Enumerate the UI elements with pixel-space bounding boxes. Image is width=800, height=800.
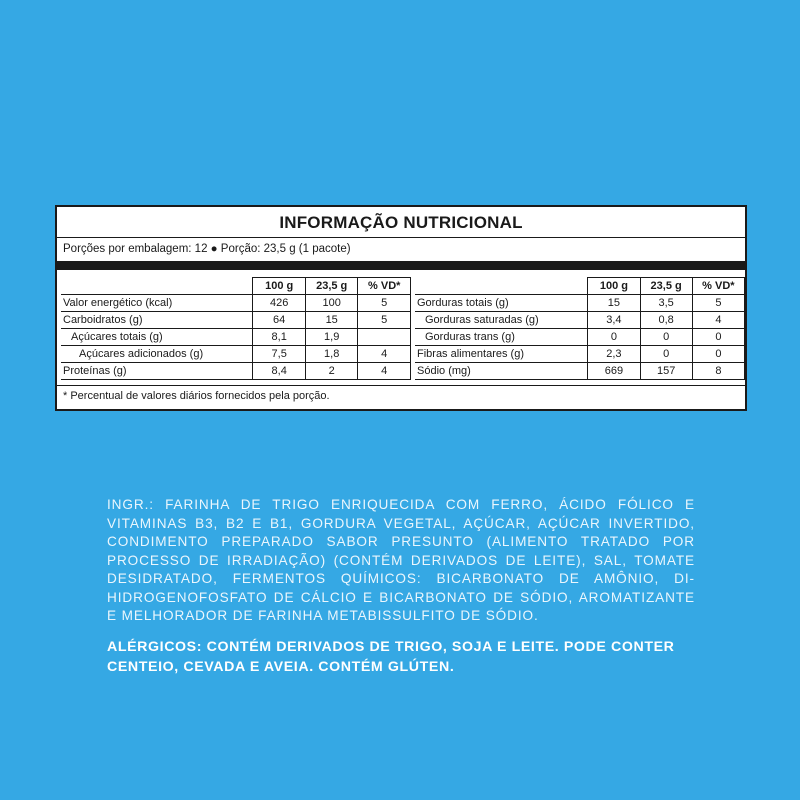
ingredients-line: PROCESSO DE IRRADIAÇÃO) (CONTÉM DERIVADOS DE LEITE), SAL, TOMATE xyxy=(107,552,695,568)
value-portion: 0,8 xyxy=(640,312,692,329)
table-row xyxy=(61,346,411,363)
nutrition-table-left xyxy=(61,277,411,380)
value-vd: 8 xyxy=(692,363,744,380)
value-100g: 8,1 xyxy=(253,329,306,346)
nutrition-facts-panel xyxy=(55,205,747,411)
nutrient-name: Carboidratos (g) xyxy=(61,312,253,329)
header-blank xyxy=(61,278,253,295)
value-100g: 2,3 xyxy=(588,346,640,363)
value-portion: 0 xyxy=(640,329,692,346)
ingredients-line: VITAMINAS B3, B2 E B1, GORDURA VEGETAL, AÇÚCAR, AÇÚCAR INVERTIDO, xyxy=(107,515,695,531)
nutrition-table-right xyxy=(415,277,745,380)
ingredients-line: INGR.: FARINHA DE TRIGO ENRIQUECIDA COM FERRO, ÁCIDO FÓLICO E xyxy=(107,497,695,512)
table-row xyxy=(415,346,745,363)
allergens-text xyxy=(107,637,707,677)
footnote-divider xyxy=(57,385,745,386)
value-vd: 0 xyxy=(692,346,744,363)
nutrient-name: Açúcares adicionados (g) xyxy=(61,346,253,363)
table-row xyxy=(61,329,411,346)
value-portion: 1,9 xyxy=(305,329,358,346)
table-header-row xyxy=(415,278,745,295)
table-row xyxy=(415,363,745,380)
footnote: * Percentual de valores diários fornecidos pela porção. xyxy=(63,390,330,402)
header-portion: 23,5 g xyxy=(640,278,692,295)
nutrient-name: Gorduras trans (g) xyxy=(415,329,588,346)
header-vd: % VD* xyxy=(692,278,744,295)
nutrient-name: Fibras alimentares (g) xyxy=(415,346,588,363)
header-100g: 100 g xyxy=(588,278,640,295)
table-row xyxy=(61,363,411,380)
allergens-line: CENTEIO, CEVADA E AVEIA. CONTÉM GLÚTEN. xyxy=(107,659,455,675)
title-divider xyxy=(57,237,745,238)
nutrient-name: Açúcares totais (g) xyxy=(61,329,253,346)
nutrient-name: Proteínas (g) xyxy=(61,363,253,380)
value-portion: 100 xyxy=(305,295,358,312)
table-row xyxy=(61,295,411,312)
value-portion: 3,5 xyxy=(640,295,692,312)
value-100g: 15 xyxy=(588,295,640,312)
value-100g: 8,4 xyxy=(253,363,306,380)
ingredients-line: E MELHORADOR DE FARINHA METABISSULFITO DE SÓDIO. xyxy=(107,608,539,623)
value-portion: 2 xyxy=(305,363,358,380)
header-100g: 100 g xyxy=(253,278,306,295)
value-vd: 5 xyxy=(358,295,411,312)
thick-divider xyxy=(57,261,745,270)
value-100g: 3,4 xyxy=(588,312,640,329)
table-row xyxy=(415,329,745,346)
value-portion: 15 xyxy=(305,312,358,329)
allergens-line: ALÉRGICOS: CONTÉM DERIVADOS DE TRIGO, SOJA E LEITE. PODE CONTER xyxy=(107,639,675,655)
value-100g: 0 xyxy=(588,329,640,346)
nutrient-name: Gorduras saturadas (g) xyxy=(415,312,588,329)
value-100g: 7,5 xyxy=(253,346,306,363)
header-blank xyxy=(415,278,588,295)
value-100g: 64 xyxy=(253,312,306,329)
servings-info: Porções por embalagem: 12 ● Porção: 23,5 g (1 pacote) xyxy=(63,243,351,255)
table-row xyxy=(415,295,745,312)
value-vd: 4 xyxy=(358,363,411,380)
value-100g: 669 xyxy=(588,363,640,380)
value-portion: 157 xyxy=(640,363,692,380)
value-vd: 4 xyxy=(692,312,744,329)
header-portion: 23,5 g xyxy=(305,278,358,295)
table-row xyxy=(415,312,745,329)
nutrition-title: INFORMAÇÃO NUTRICIONAL xyxy=(279,213,523,232)
ingredients-line: CONDIMENTO PREPARADO SABOR PRESUNTO (ALIMENTO TRATADO POR xyxy=(107,534,695,549)
value-vd xyxy=(358,329,411,346)
table-header-row xyxy=(61,278,411,295)
value-vd: 0 xyxy=(692,329,744,346)
nutrient-name: Sódio (mg) xyxy=(415,363,588,380)
header-vd: % VD* xyxy=(358,278,411,295)
table-row xyxy=(61,312,411,329)
value-portion: 1,8 xyxy=(305,346,358,363)
value-vd: 5 xyxy=(358,312,411,329)
ingredients-text xyxy=(107,496,695,626)
value-100g: 426 xyxy=(253,295,306,312)
ingredients-line: HIDROGENOFOSFATO DE CÁLCIO E BICARBONATO DE SÓDIO, AROMATIZANTE xyxy=(107,589,695,605)
ingredients-line: DESIDRATADO, FERMENTOS QUÍMICOS: BICARBONATO DE AMÔNIO, DI- xyxy=(107,571,695,586)
value-portion: 0 xyxy=(640,346,692,363)
nutrient-name: Gorduras totais (g) xyxy=(415,295,588,312)
nutrient-name: Valor energético (kcal) xyxy=(61,295,253,312)
value-vd: 5 xyxy=(692,295,744,312)
value-vd: 4 xyxy=(358,346,411,363)
